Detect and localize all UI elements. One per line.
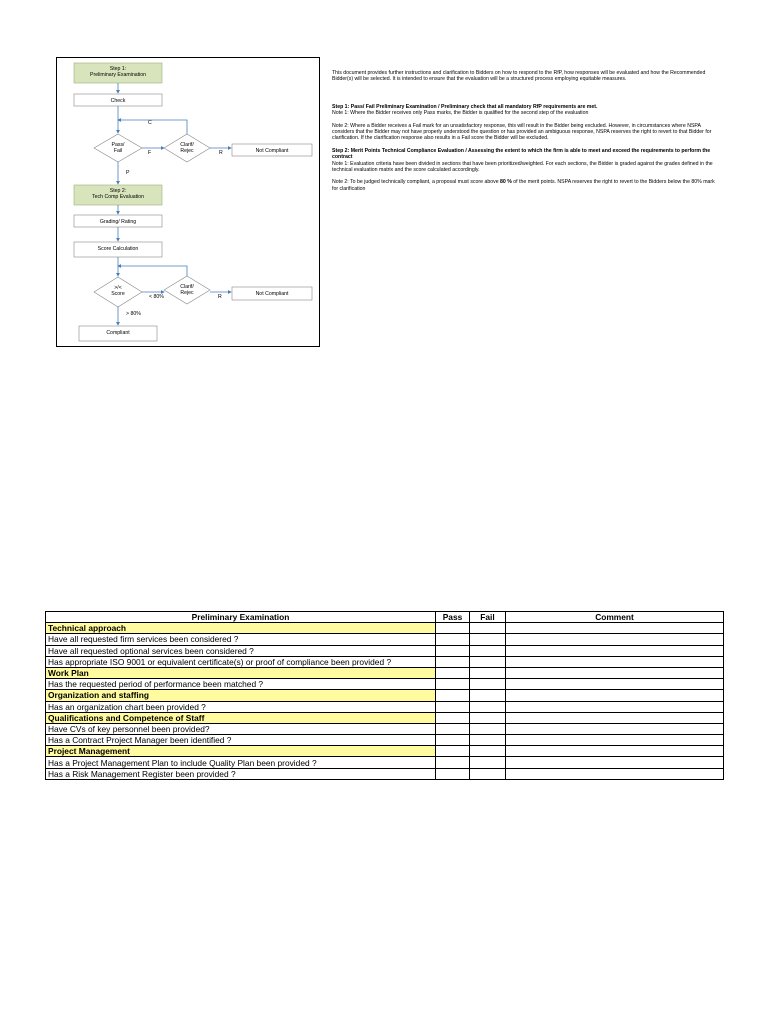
table-row <box>46 701 724 712</box>
question-text: Has a Contract Project Manager been identified ? <box>46 735 436 746</box>
step2-heading: Step 2: Merit Points Technical Compliance Evaluation / Assessing the extent to which the firm is able to meet and exceed the requirements to perform the contract <box>332 147 711 161</box>
clarif1-line2: Rejec <box>180 148 194 154</box>
question-text: Has an organization chart been provided ? <box>46 701 436 712</box>
pass-cell[interactable] <box>436 645 470 656</box>
pass-fail-line1: Pass/ <box>111 142 125 148</box>
clarif2-line1: Clarif/ <box>180 284 194 290</box>
table-row <box>46 768 724 779</box>
grading-label: Grading/ Rating <box>99 219 137 225</box>
question-text: Have CVs of key personnel been provided? <box>46 723 436 734</box>
table-row <box>46 679 724 690</box>
evaluation-flowchart <box>57 58 319 346</box>
fail-cell[interactable] <box>470 723 506 734</box>
step2-label: Step 2: <box>109 188 127 194</box>
comment-cell[interactable] <box>506 634 724 645</box>
table-section-row <box>46 746 724 757</box>
instructions-block <box>332 70 722 192</box>
question-text: Has a Risk Management Register been provided ? <box>46 768 436 779</box>
comment-cell <box>506 623 724 634</box>
pass-cell[interactable] <box>436 679 470 690</box>
pass-cell[interactable] <box>436 634 470 645</box>
table-header-row <box>46 612 724 623</box>
step1-note1: Note 1: Where the Bidder receives only Pass marks, the Bidder is qualified for the second step of the evaluation <box>332 110 589 117</box>
table-row <box>46 656 724 667</box>
pass-cell <box>436 690 470 701</box>
section-title: Organization and staffing <box>46 690 436 701</box>
comment-cell <box>506 667 724 678</box>
comment-cell <box>506 712 724 723</box>
clarif2-line2: Rejec <box>180 290 194 296</box>
fail-cell <box>470 746 506 757</box>
step2-note2-threshold: 80 % <box>500 179 512 186</box>
header-fail: Fail <box>470 612 506 623</box>
label-p: P <box>126 170 130 176</box>
comment-cell[interactable] <box>506 757 724 768</box>
table-row <box>46 634 724 645</box>
comment-cell <box>506 746 724 757</box>
score-calc-label: Score Calculation <box>97 246 139 252</box>
section-title: Work Plan <box>46 667 436 678</box>
table-row <box>46 735 724 746</box>
step1-label: Step 1: <box>109 66 127 72</box>
section-title: Project Management <box>46 746 436 757</box>
table-body <box>46 623 724 780</box>
fail-cell <box>470 690 506 701</box>
label-c: C <box>148 120 152 126</box>
score-line2: Score <box>111 291 125 297</box>
fail-cell <box>470 712 506 723</box>
label-r2: R <box>218 294 222 300</box>
pass-cell[interactable] <box>436 701 470 712</box>
check-label: Check <box>110 98 126 104</box>
pass-cell[interactable] <box>436 757 470 768</box>
pass-cell <box>436 712 470 723</box>
fail-cell[interactable] <box>470 757 506 768</box>
question-text: Have all requested firm services been considered ? <box>46 634 436 645</box>
fail-cell[interactable] <box>470 656 506 667</box>
fail-cell <box>470 623 506 634</box>
step1-note2: Note 2: Where a Bidder receives a Fail mark for an unsatisfactory response, this will result in the Bidder being excluded. However, in circumstances where NSPA considers that the Bidder may not have properly understood the question or has provided an ambiguous response, NSPA reserves the right to revert to that Bidder for clarification. If the clarification response also results in a Fail score the Bidder will be excluded. <box>332 122 712 142</box>
not-compliant-label-2: Not Compliant <box>255 291 289 297</box>
section-title: Qualifications and Competence of Staff <box>46 712 436 723</box>
fail-cell[interactable] <box>470 768 506 779</box>
header-item: Preliminary Examination <box>46 612 436 623</box>
pass-cell <box>436 667 470 678</box>
pass-cell <box>436 746 470 757</box>
pass-cell <box>436 623 470 634</box>
comment-cell[interactable] <box>506 768 724 779</box>
header-comment: Comment <box>506 612 724 623</box>
comment-cell[interactable] <box>506 723 724 734</box>
preliminary-examination-table <box>45 611 724 780</box>
table-row <box>46 723 724 734</box>
question-text: Has appropriate ISO 9001 or equivalent certificate(s) or proof of compliance been provided ? <box>46 656 436 667</box>
label-f: F <box>148 150 152 156</box>
header-pass: Pass <box>436 612 470 623</box>
comment-cell <box>506 690 724 701</box>
step1-title: Preliminary Examination <box>90 72 146 78</box>
question-text: Has the requested period of performance been matched ? <box>46 679 436 690</box>
flowchart-frame <box>56 57 320 347</box>
not-compliant-label-1: Not Compliant <box>255 148 289 154</box>
pass-cell[interactable] <box>436 723 470 734</box>
table-section-row <box>46 667 724 678</box>
table-section-row <box>46 623 724 634</box>
step2-note2-text-end: of the merit points. NSPA reserves the right to revert to the Bidders below the 80% mark for clarification <box>332 179 715 192</box>
question-text: Have all requested optional services been considered ? <box>46 645 436 656</box>
question-text: Has a Project Management Plan to include Quality Plan been provided ? <box>46 757 436 768</box>
fail-cell[interactable] <box>470 634 506 645</box>
table-section-row <box>46 690 724 701</box>
label-gt80: > 80% <box>126 311 141 317</box>
score-line1: >/< <box>114 285 122 291</box>
fail-cell[interactable] <box>470 645 506 656</box>
comment-cell[interactable] <box>506 679 724 690</box>
fail-cell[interactable] <box>470 679 506 690</box>
step2-title: Tech Comp Evaluation <box>92 194 144 200</box>
comment-cell[interactable] <box>506 645 724 656</box>
fail-cell[interactable] <box>470 701 506 712</box>
comment-cell[interactable] <box>506 656 724 667</box>
label-r1: R <box>219 150 223 156</box>
step1-heading: Step 1: Pass/ Fail Preliminary Examination / Preliminary check that all mandatory RfP requirements are met. <box>332 103 598 110</box>
fail-cell[interactable] <box>470 735 506 746</box>
table-row <box>46 645 724 656</box>
intro-paragraph: This document provides further instructions and clarification to Bidders on how to respond to the RfP, how responses will be evaluated and how the Recommended Bidder(s) will be selected. It is intended to ensure that the evaluation will be a structured process employing equitable measures. <box>332 70 706 83</box>
pass-fail-line2: Fail <box>113 148 123 154</box>
comment-cell[interactable] <box>506 701 724 712</box>
compliant-label: Compliant <box>106 330 130 336</box>
pass-cell[interactable] <box>436 656 470 667</box>
section-title: Technical approach <box>46 623 436 634</box>
fail-cell <box>470 667 506 678</box>
pass-cell[interactable] <box>436 735 470 746</box>
comment-cell[interactable] <box>506 735 724 746</box>
step2-note2-text: Note 2: To be judged technically compliant, a proposal must score above <box>332 179 501 186</box>
table-section-row <box>46 712 724 723</box>
pass-cell[interactable] <box>436 768 470 779</box>
step2-note2 <box>332 179 722 192</box>
table-row <box>46 757 724 768</box>
clarif1-line1: Clarif/ <box>180 142 194 148</box>
label-lt80: < 80% <box>149 294 164 300</box>
step2-note1: Note 1: Evaluation criteria have been divided in sections that have been prioritized/weighted. For each sections, the Bidder is graded against the grades defined in the technical evaluation matrix and the score calculated accordingly. <box>332 160 713 174</box>
